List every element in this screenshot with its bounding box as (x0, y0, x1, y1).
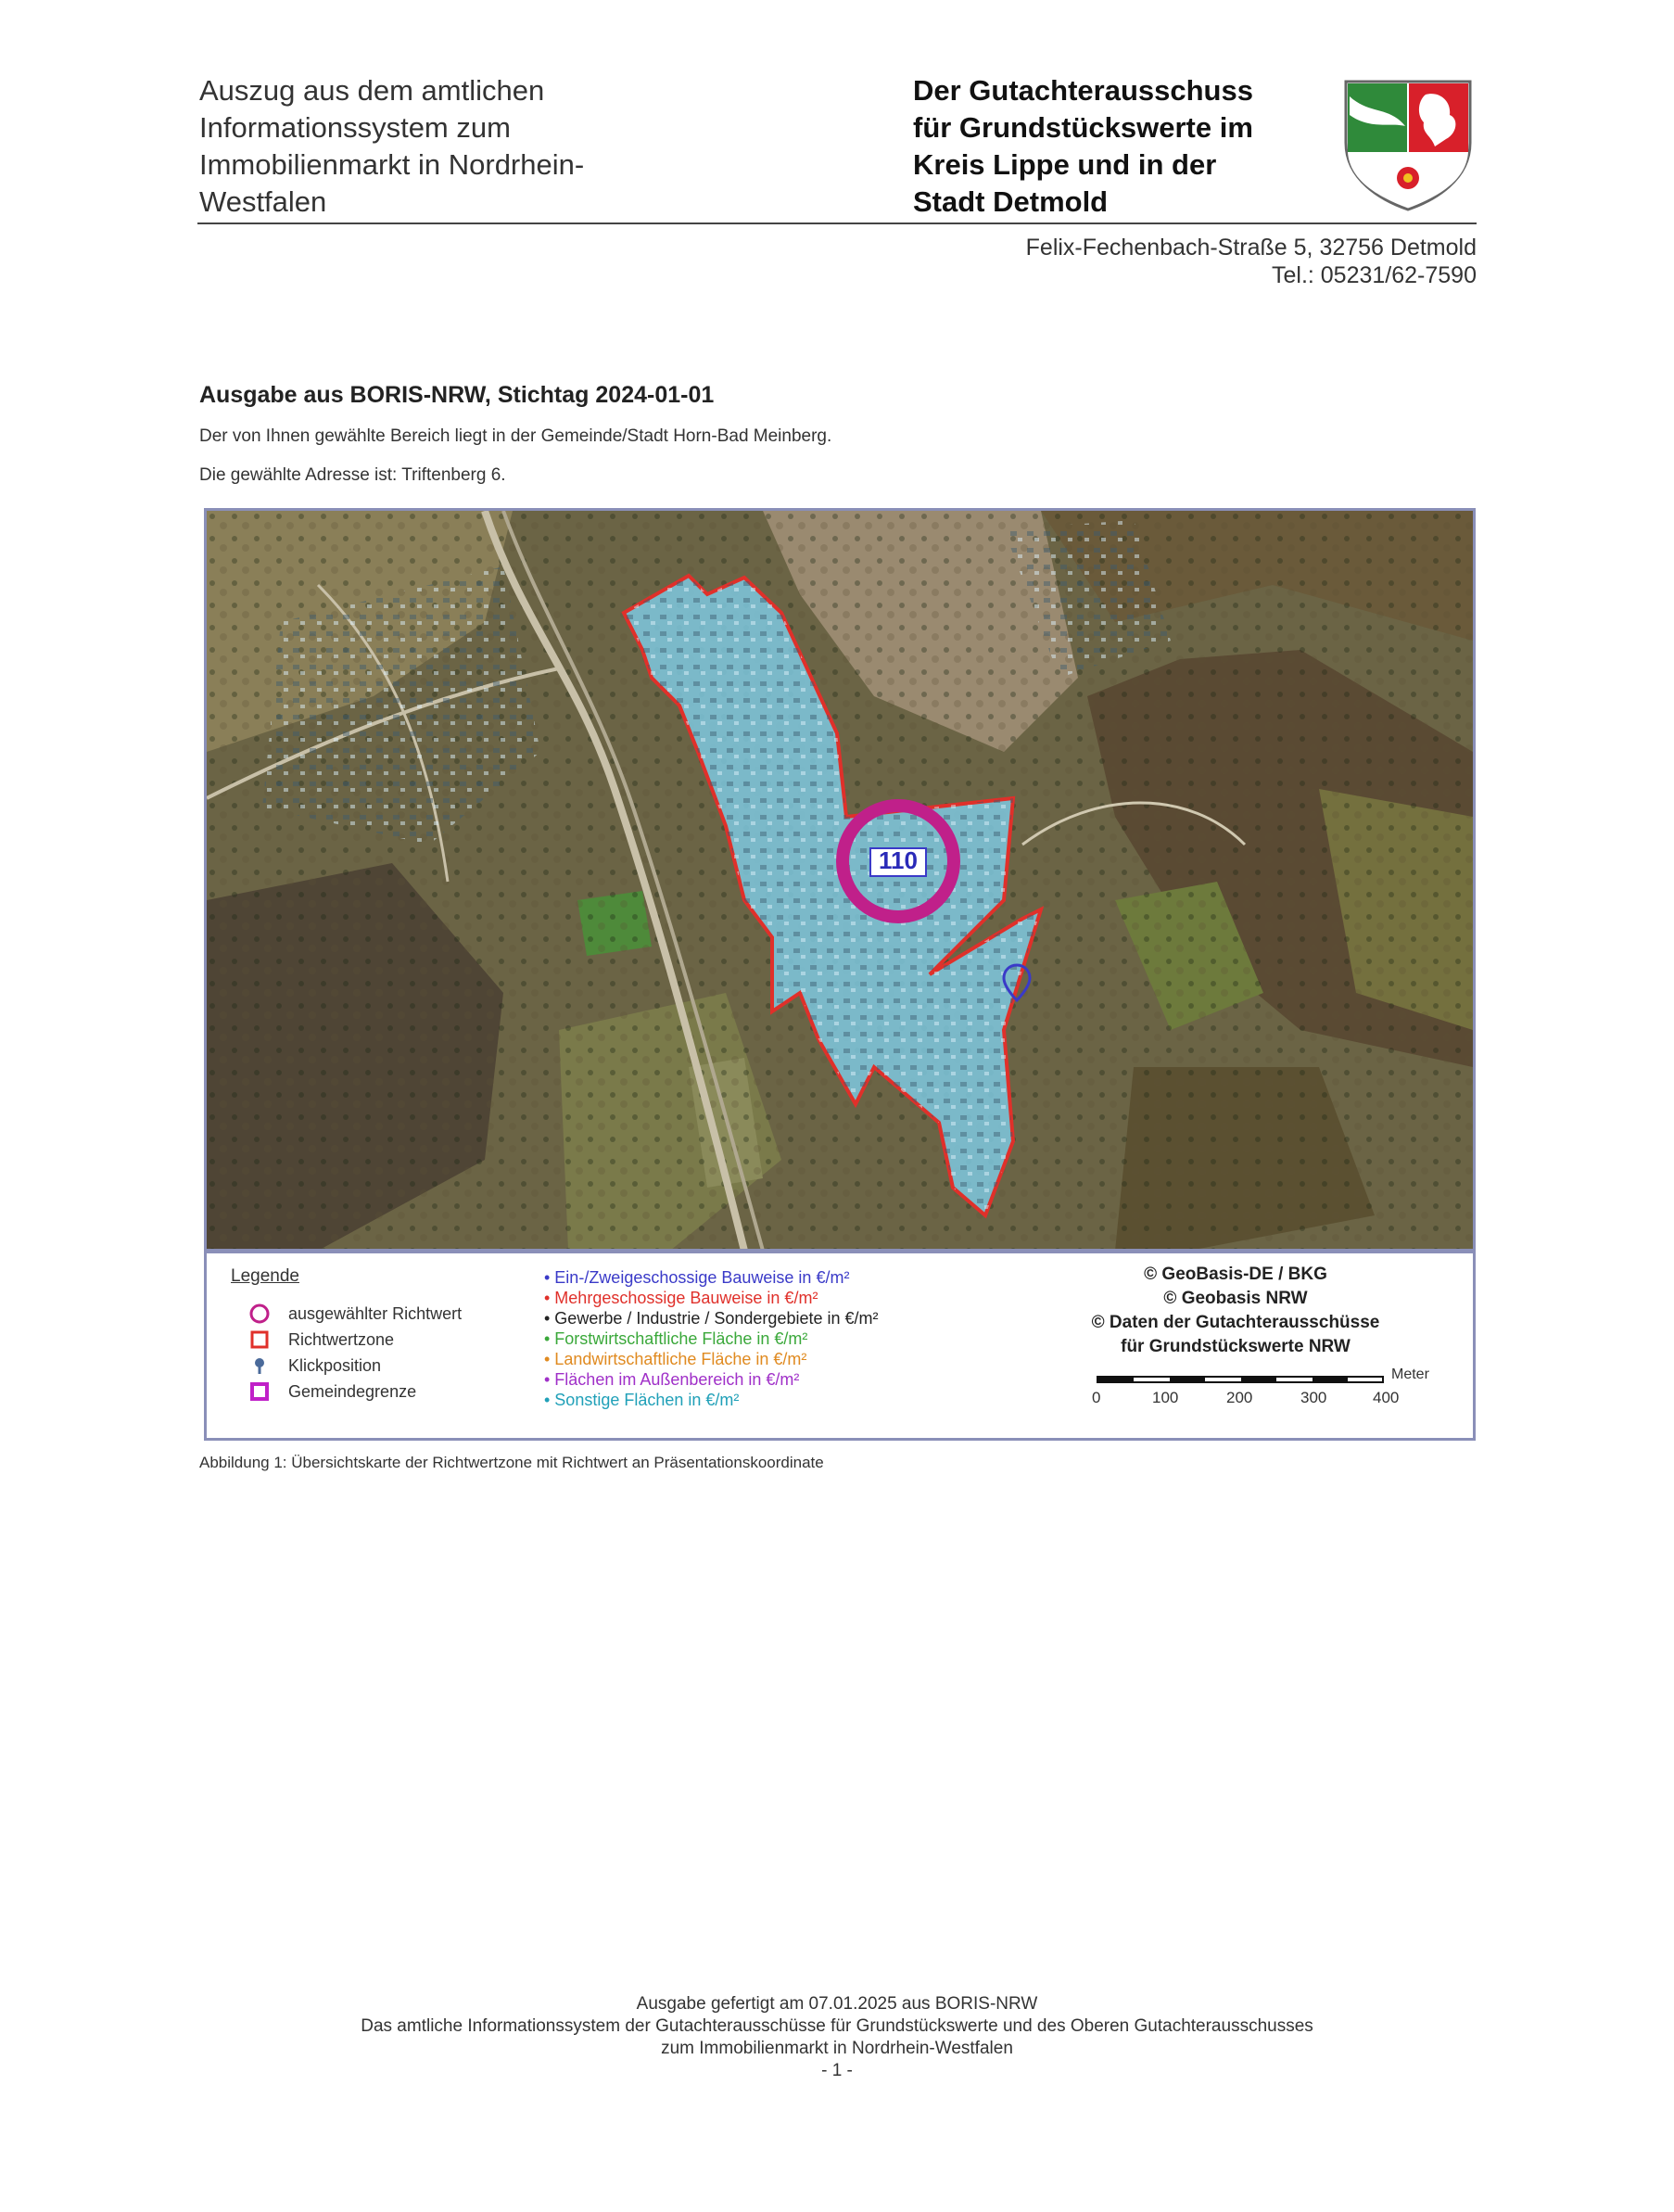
map-legend (204, 1252, 1476, 1441)
contact-block (1026, 234, 1477, 289)
authority-name (913, 72, 1321, 221)
footer-system-cont: zum Immobilienmarkt in Nordrhein-Westfalen (661, 2039, 1013, 2058)
address-text: Felix-Fechenbach-Straße 5, 32756 Detmold (1025, 235, 1477, 261)
authority-line: für Grundstückswerte im (913, 111, 1253, 144)
issuer-line: Auszug aus dem amtlichen (199, 74, 545, 107)
page-title: Ausgabe aus BORIS-NRW, Stichtag 2024-01-01 (199, 382, 715, 408)
copyright-line: © GeoBasis-DE / BKG (1144, 1265, 1327, 1284)
legend-symbol-label: Klickposition (288, 1356, 382, 1375)
circle-icon (249, 1303, 270, 1324)
legend-category: • Sonstige Flächen in €/m² (544, 1391, 740, 1409)
legend-symbol-label: Gemeindegrenze (288, 1382, 417, 1401)
authority-line: Kreis Lippe und in der (913, 148, 1217, 181)
address-info: Die gewählte Adresse ist: Triftenberg 6. (199, 465, 506, 485)
issuer-description (199, 72, 718, 221)
square-purple-icon (249, 1381, 270, 1402)
scale-tick: 200 (1226, 1389, 1253, 1406)
scale-tick: 400 (1373, 1389, 1400, 1406)
issuer-line: Informationssystem zum (199, 111, 511, 144)
page-number: - 1 - (821, 2061, 853, 2080)
authority-line: Der Gutachterausschuss (913, 74, 1253, 107)
square-red-icon (249, 1329, 270, 1350)
legend-title: Legende (231, 1266, 299, 1286)
aerial-map-canvas (207, 511, 1473, 1251)
map-pin-icon (249, 1355, 270, 1376)
footer-generated: Ausgabe gefertigt am 07.01.2025 aus BORIS-NRW (636, 1994, 1038, 2014)
legend-symbol-label: ausgewählter Richtwert (288, 1304, 463, 1323)
copyright-block (1059, 1263, 1412, 1359)
scale-bar (1097, 1376, 1384, 1383)
header-divider (197, 222, 1477, 224)
nrw-coat-of-arms-icon (1342, 78, 1474, 213)
scale-unit: Meter (1391, 1367, 1429, 1382)
legend-category: • Forstwirtschaftliche Fläche in €/m² (544, 1329, 808, 1348)
copyright-line: für Grundstückswerte NRW (1121, 1337, 1351, 1356)
figure-caption: Abbildung 1: Übersichtskarte der Richtwertzone mit Richtwert an Präsentationskoordinate (199, 1454, 824, 1471)
issuer-line: Westfalen (199, 185, 327, 218)
copyright-line: © Daten der Gutachterausschüsse (1091, 1313, 1380, 1332)
copyright-line: © Geobasis NRW (1163, 1289, 1308, 1308)
issuer-line: Immobilienmarkt in Nordrhein- (199, 148, 585, 181)
richtwert-label[interactable]: 110 (879, 846, 918, 874)
legend-category: • Landwirtschaftliche Fläche in €/m² (544, 1350, 807, 1368)
scale-tick: 100 (1152, 1389, 1179, 1406)
legend-category: • Mehrgeschossige Bauweise in €/m² (544, 1289, 818, 1307)
legend-category: • Flächen im Außenbereich in €/m² (544, 1370, 800, 1389)
overview-map[interactable] (204, 508, 1476, 1252)
legend-symbol-label: Richtwertzone (288, 1330, 395, 1349)
legend-category: • Ein-/Zweigeschossige Bauweise in €/m² (544, 1268, 850, 1287)
legend-category: • Gewerbe / Industrie / Sondergebiete in €/m² (544, 1309, 879, 1328)
authority-line: Stadt Detmold (913, 185, 1109, 218)
scale-tick: 300 (1300, 1389, 1327, 1406)
scale-tick: 0 (1092, 1389, 1101, 1406)
municipality-info: Der von Ihnen gewählte Bereich liegt in der Gemeinde/Stadt Horn-Bad Meinberg. (199, 426, 832, 446)
phone-text: Tel.: 05231/62-7590 (1271, 262, 1477, 288)
footer-system: Das amtliche Informationssystem der Gutachterausschüsse für Grundstückswerte und des Oberen Gutachterausschusses (361, 2016, 1313, 2036)
